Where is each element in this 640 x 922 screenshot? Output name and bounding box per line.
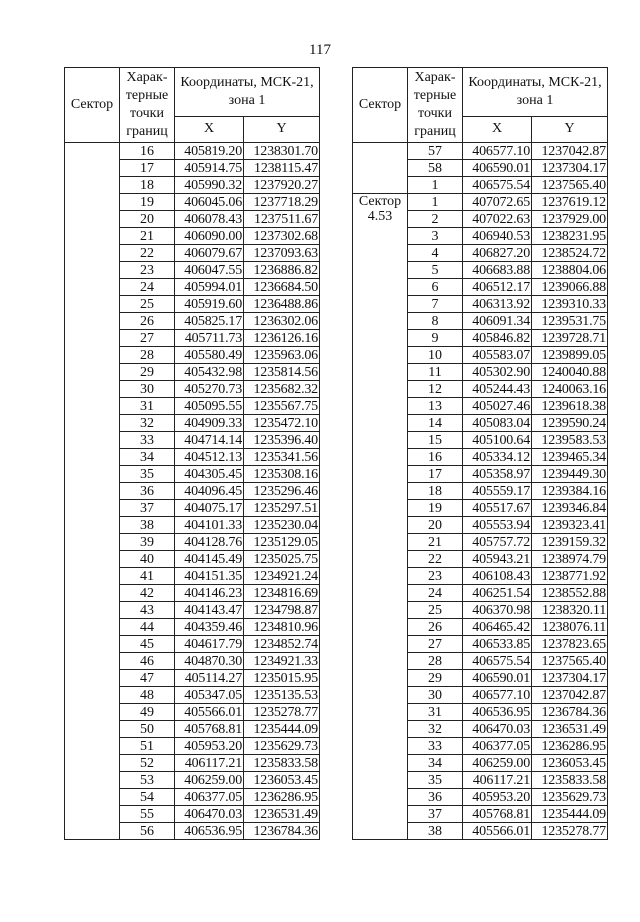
point-number: 18 <box>408 483 463 500</box>
point-number: 25 <box>120 296 175 313</box>
coord-x: 406940.53 <box>463 228 532 245</box>
coord-x: 404305.45 <box>175 466 244 483</box>
header-points: Харак-терные точки границ <box>408 68 463 143</box>
point-number: 29 <box>408 670 463 687</box>
point-number: 15 <box>408 432 463 449</box>
coord-x: 404617.79 <box>175 636 244 653</box>
coord-x: 406377.05 <box>175 789 244 806</box>
table-body-right <box>353 143 608 840</box>
coordinates-table-left <box>64 67 320 840</box>
point-number: 29 <box>120 364 175 381</box>
coord-x: 405517.67 <box>463 500 532 517</box>
coord-x: 404075.17 <box>175 500 244 517</box>
header-y: Y <box>532 116 608 142</box>
coord-y: 1238320.11 <box>532 602 608 619</box>
coord-y: 1235278.77 <box>244 704 320 721</box>
point-number: 33 <box>120 432 175 449</box>
header-coords: Координаты, МСК-21, зона 1 <box>463 68 608 117</box>
coord-x: 406683.88 <box>463 262 532 279</box>
coord-y: 1236784.36 <box>244 823 320 840</box>
point-number: 9 <box>408 330 463 347</box>
coord-x: 404128.76 <box>175 534 244 551</box>
point-number: 26 <box>408 619 463 636</box>
coord-x: 405100.64 <box>463 432 532 449</box>
coord-y: 1235296.46 <box>244 483 320 500</box>
coord-y: 1239618.38 <box>532 398 608 415</box>
coord-y: 1235833.58 <box>532 772 608 789</box>
coord-y: 1239384.16 <box>532 483 608 500</box>
coord-x: 405953.20 <box>463 789 532 806</box>
coord-x: 405432.98 <box>175 364 244 381</box>
coord-y: 1235963.06 <box>244 347 320 364</box>
coord-x: 405566.01 <box>175 704 244 721</box>
point-number: 16 <box>408 449 463 466</box>
point-number: 26 <box>120 313 175 330</box>
coord-x: 406045.06 <box>175 194 244 211</box>
coord-y: 1235444.09 <box>244 721 320 738</box>
point-number: 51 <box>120 738 175 755</box>
point-number: 27 <box>408 636 463 653</box>
coord-y: 1238974.79 <box>532 551 608 568</box>
coord-y: 1234816.69 <box>244 585 320 602</box>
point-number: 12 <box>408 381 463 398</box>
point-number: 24 <box>120 279 175 296</box>
point-number: 54 <box>120 789 175 806</box>
coord-y: 1234798.87 <box>244 602 320 619</box>
coord-x: 404145.49 <box>175 551 244 568</box>
point-number: 52 <box>120 755 175 772</box>
coord-y: 1235682.32 <box>244 381 320 398</box>
coord-x: 405027.46 <box>463 398 532 415</box>
coord-y: 1238552.88 <box>532 585 608 602</box>
sector-name <box>65 143 120 840</box>
coord-x: 406470.03 <box>463 721 532 738</box>
point-number: 21 <box>408 534 463 551</box>
point-number: 20 <box>120 211 175 228</box>
coord-y: 1238076.11 <box>532 619 608 636</box>
coord-y: 1235341.56 <box>244 449 320 466</box>
point-number: 28 <box>408 653 463 670</box>
coord-y: 1235015.95 <box>244 670 320 687</box>
point-number: 28 <box>120 347 175 364</box>
coord-x: 405083.04 <box>463 415 532 432</box>
point-number: 35 <box>120 466 175 483</box>
coord-y: 1234921.24 <box>244 568 320 585</box>
coord-y: 1239323.41 <box>532 517 608 534</box>
coord-y: 1239899.05 <box>532 347 608 364</box>
point-number: 36 <box>408 789 463 806</box>
coord-y: 1239066.88 <box>532 279 608 296</box>
coord-y: 1236531.49 <box>532 721 608 738</box>
coord-x: 405553.94 <box>463 517 532 534</box>
coord-y: 1239310.33 <box>532 296 608 313</box>
header-sector: Сектор <box>353 68 408 143</box>
point-number: 3 <box>408 228 463 245</box>
coord-x: 405334.12 <box>463 449 532 466</box>
coord-x: 406536.95 <box>175 823 244 840</box>
coordinates-table-right <box>352 67 608 840</box>
coord-x: 404151.35 <box>175 568 244 585</box>
point-number: 1 <box>408 177 463 194</box>
coord-x: 405953.20 <box>175 738 244 755</box>
point-number: 38 <box>408 823 463 840</box>
coord-y: 1235308.16 <box>244 466 320 483</box>
coord-x: 404146.23 <box>175 585 244 602</box>
coord-y: 1237929.00 <box>532 211 608 228</box>
point-number: 37 <box>408 806 463 823</box>
coord-y: 1236886.82 <box>244 262 320 279</box>
point-number: 10 <box>408 347 463 364</box>
point-number: 38 <box>120 517 175 534</box>
point-number: 2 <box>408 211 463 228</box>
coord-y: 1236286.95 <box>244 789 320 806</box>
coord-x: 406117.21 <box>175 755 244 772</box>
coord-y: 1236126.16 <box>244 330 320 347</box>
header-sector: Сектор <box>65 68 120 143</box>
point-number: 39 <box>120 534 175 551</box>
coord-x: 406090.00 <box>175 228 244 245</box>
coord-x: 406251.54 <box>463 585 532 602</box>
coord-x: 405819.20 <box>175 143 244 160</box>
coord-y: 1235814.56 <box>244 364 320 381</box>
coord-y: 1235629.73 <box>532 789 608 806</box>
coord-y: 1239583.53 <box>532 432 608 449</box>
point-number: 22 <box>120 245 175 262</box>
coord-y: 1239159.32 <box>532 534 608 551</box>
coord-y: 1234810.96 <box>244 619 320 636</box>
coord-y: 1235025.75 <box>244 551 320 568</box>
point-number: 7 <box>408 296 463 313</box>
point-number: 32 <box>120 415 175 432</box>
point-number: 23 <box>408 568 463 585</box>
coord-x: 406577.10 <box>463 143 532 160</box>
coord-x: 406370.98 <box>463 602 532 619</box>
coord-y: 1237619.12 <box>532 194 608 211</box>
header-y: Y <box>244 116 320 142</box>
coord-x: 406047.55 <box>175 262 244 279</box>
coord-y: 1236286.95 <box>532 738 608 755</box>
coord-x: 404909.33 <box>175 415 244 432</box>
point-number: 16 <box>120 143 175 160</box>
coord-y: 1236053.45 <box>244 772 320 789</box>
coord-x: 405943.21 <box>463 551 532 568</box>
coord-y: 1235444.09 <box>532 806 608 823</box>
coord-y: 1237302.68 <box>244 228 320 245</box>
point-number: 11 <box>408 364 463 381</box>
point-number: 36 <box>120 483 175 500</box>
coord-y: 1237823.65 <box>532 636 608 653</box>
coord-y: 1238524.72 <box>532 245 608 262</box>
coord-x: 406827.20 <box>463 245 532 262</box>
coord-x: 405580.49 <box>175 347 244 364</box>
coord-x: 405919.60 <box>175 296 244 313</box>
coord-y: 1235297.51 <box>244 500 320 517</box>
coord-x: 406465.42 <box>463 619 532 636</box>
coord-y: 1238771.92 <box>532 568 608 585</box>
coord-x: 404143.47 <box>175 602 244 619</box>
coord-y: 1236302.06 <box>244 313 320 330</box>
coord-x: 404096.45 <box>175 483 244 500</box>
coord-y: 1234852.74 <box>244 636 320 653</box>
coord-x: 405994.01 <box>175 279 244 296</box>
coord-x: 405270.73 <box>175 381 244 398</box>
point-number: 14 <box>408 415 463 432</box>
point-number: 58 <box>408 160 463 177</box>
coord-x: 406590.01 <box>463 160 532 177</box>
coord-y: 1240040.88 <box>532 364 608 381</box>
point-number: 34 <box>120 449 175 466</box>
header-coords: Координаты, МСК-21, зона 1 <box>175 68 320 117</box>
point-number: 19 <box>120 194 175 211</box>
point-number: 57 <box>408 143 463 160</box>
coord-x: 404359.46 <box>175 619 244 636</box>
point-number: 45 <box>120 636 175 653</box>
coord-y: 1237718.29 <box>244 194 320 211</box>
point-number: 48 <box>120 687 175 704</box>
point-number: 47 <box>120 670 175 687</box>
point-number: 4 <box>408 245 463 262</box>
coord-y: 1234921.33 <box>244 653 320 670</box>
point-number: 23 <box>120 262 175 279</box>
coord-x: 405711.73 <box>175 330 244 347</box>
coord-x: 406259.00 <box>175 772 244 789</box>
coord-y: 1236684.50 <box>244 279 320 296</box>
point-number: 30 <box>408 687 463 704</box>
coord-y: 1239465.34 <box>532 449 608 466</box>
coord-y: 1235629.73 <box>244 738 320 755</box>
point-number: 22 <box>408 551 463 568</box>
coord-x: 405244.43 <box>463 381 532 398</box>
coord-x: 404512.13 <box>175 449 244 466</box>
coord-y: 1239728.71 <box>532 330 608 347</box>
coord-y: 1237042.87 <box>532 687 608 704</box>
coord-y: 1237920.27 <box>244 177 320 194</box>
coord-y: 1240063.16 <box>532 381 608 398</box>
header-points: Харак-терные точки границ <box>120 68 175 143</box>
coord-y: 1239590.24 <box>532 415 608 432</box>
coord-y: 1237565.40 <box>532 177 608 194</box>
point-number: 43 <box>120 602 175 619</box>
coord-x: 405825.17 <box>175 313 244 330</box>
coord-y: 1235230.04 <box>244 517 320 534</box>
coord-y: 1235135.53 <box>244 687 320 704</box>
coord-y: 1239449.30 <box>532 466 608 483</box>
coord-x: 406575.54 <box>463 177 532 194</box>
sector-name: Сектор 4.53 <box>353 194 408 840</box>
coord-y: 1235472.10 <box>244 415 320 432</box>
coord-x: 405566.01 <box>463 823 532 840</box>
coord-x: 405846.82 <box>463 330 532 347</box>
coord-x: 405768.81 <box>463 806 532 823</box>
coord-x: 406470.03 <box>175 806 244 823</box>
point-number: 55 <box>120 806 175 823</box>
coord-x: 406590.01 <box>463 670 532 687</box>
sector-name <box>353 143 408 194</box>
coord-x: 405768.81 <box>175 721 244 738</box>
coord-y: 1238115.47 <box>244 160 320 177</box>
coord-x: 405914.75 <box>175 160 244 177</box>
coord-x: 406536.95 <box>463 704 532 721</box>
point-number: 25 <box>408 602 463 619</box>
coord-y: 1235396.40 <box>244 432 320 449</box>
coord-y: 1235833.58 <box>244 755 320 772</box>
coord-y: 1237042.87 <box>532 143 608 160</box>
coord-x: 405559.17 <box>463 483 532 500</box>
header-x: X <box>175 116 244 142</box>
point-number: 35 <box>408 772 463 789</box>
coord-x: 406259.00 <box>463 755 532 772</box>
coord-y: 1236488.86 <box>244 296 320 313</box>
table-row <box>353 194 608 211</box>
coord-x: 405358.97 <box>463 466 532 483</box>
coord-y: 1237304.17 <box>532 670 608 687</box>
coord-y: 1239531.75 <box>532 313 608 330</box>
coord-x: 406117.21 <box>463 772 532 789</box>
table-body-left <box>65 143 320 840</box>
point-number: 44 <box>120 619 175 636</box>
coord-y: 1235278.77 <box>532 823 608 840</box>
coord-x: 404870.30 <box>175 653 244 670</box>
coord-y: 1237511.67 <box>244 211 320 228</box>
coord-x: 406313.92 <box>463 296 532 313</box>
point-number: 56 <box>120 823 175 840</box>
point-number: 5 <box>408 262 463 279</box>
coord-x: 407022.63 <box>463 211 532 228</box>
coord-x: 406533.85 <box>463 636 532 653</box>
coord-y: 1236784.36 <box>532 704 608 721</box>
point-number: 6 <box>408 279 463 296</box>
point-number: 30 <box>120 381 175 398</box>
point-number: 50 <box>120 721 175 738</box>
point-number: 42 <box>120 585 175 602</box>
coord-x: 406108.43 <box>463 568 532 585</box>
coord-y: 1236531.49 <box>244 806 320 823</box>
coord-x: 405583.07 <box>463 347 532 364</box>
point-number: 27 <box>120 330 175 347</box>
point-number: 24 <box>408 585 463 602</box>
coord-x: 406577.10 <box>463 687 532 704</box>
coord-x: 406575.54 <box>463 653 532 670</box>
coord-x: 404101.33 <box>175 517 244 534</box>
coord-x: 406078.43 <box>175 211 244 228</box>
header-x: X <box>463 116 532 142</box>
point-number: 17 <box>408 466 463 483</box>
coord-x: 407072.65 <box>463 194 532 211</box>
page-number: 117 <box>309 42 331 58</box>
coord-x: 405095.55 <box>175 398 244 415</box>
coord-x: 405990.32 <box>175 177 244 194</box>
coord-x: 405114.27 <box>175 670 244 687</box>
point-number: 1 <box>408 194 463 211</box>
coord-x: 406091.34 <box>463 313 532 330</box>
coord-y: 1237304.17 <box>532 160 608 177</box>
point-number: 19 <box>408 500 463 517</box>
coord-x: 406079.67 <box>175 245 244 262</box>
point-number: 37 <box>120 500 175 517</box>
point-number: 31 <box>120 398 175 415</box>
coord-y: 1237565.40 <box>532 653 608 670</box>
coord-y: 1235129.05 <box>244 534 320 551</box>
coord-y: 1235567.75 <box>244 398 320 415</box>
point-number: 13 <box>408 398 463 415</box>
point-number: 8 <box>408 313 463 330</box>
point-number: 49 <box>120 704 175 721</box>
point-number: 21 <box>120 228 175 245</box>
coord-x: 405347.05 <box>175 687 244 704</box>
point-number: 46 <box>120 653 175 670</box>
point-number: 33 <box>408 738 463 755</box>
coord-y: 1237093.63 <box>244 245 320 262</box>
coord-y: 1236053.45 <box>532 755 608 772</box>
coord-x: 405757.72 <box>463 534 532 551</box>
coord-x: 405302.90 <box>463 364 532 381</box>
coord-y: 1238231.95 <box>532 228 608 245</box>
table-row <box>65 143 320 160</box>
point-number: 41 <box>120 568 175 585</box>
point-number: 34 <box>408 755 463 772</box>
point-number: 17 <box>120 160 175 177</box>
coord-y: 1239346.84 <box>532 500 608 517</box>
point-number: 20 <box>408 517 463 534</box>
coord-y: 1238301.70 <box>244 143 320 160</box>
coord-x: 404714.14 <box>175 432 244 449</box>
coord-x: 406377.05 <box>463 738 532 755</box>
point-number: 40 <box>120 551 175 568</box>
coord-x: 406512.17 <box>463 279 532 296</box>
coord-y: 1238804.06 <box>532 262 608 279</box>
point-number: 18 <box>120 177 175 194</box>
point-number: 53 <box>120 772 175 789</box>
point-number: 32 <box>408 721 463 738</box>
point-number: 31 <box>408 704 463 721</box>
table-row <box>353 143 608 160</box>
